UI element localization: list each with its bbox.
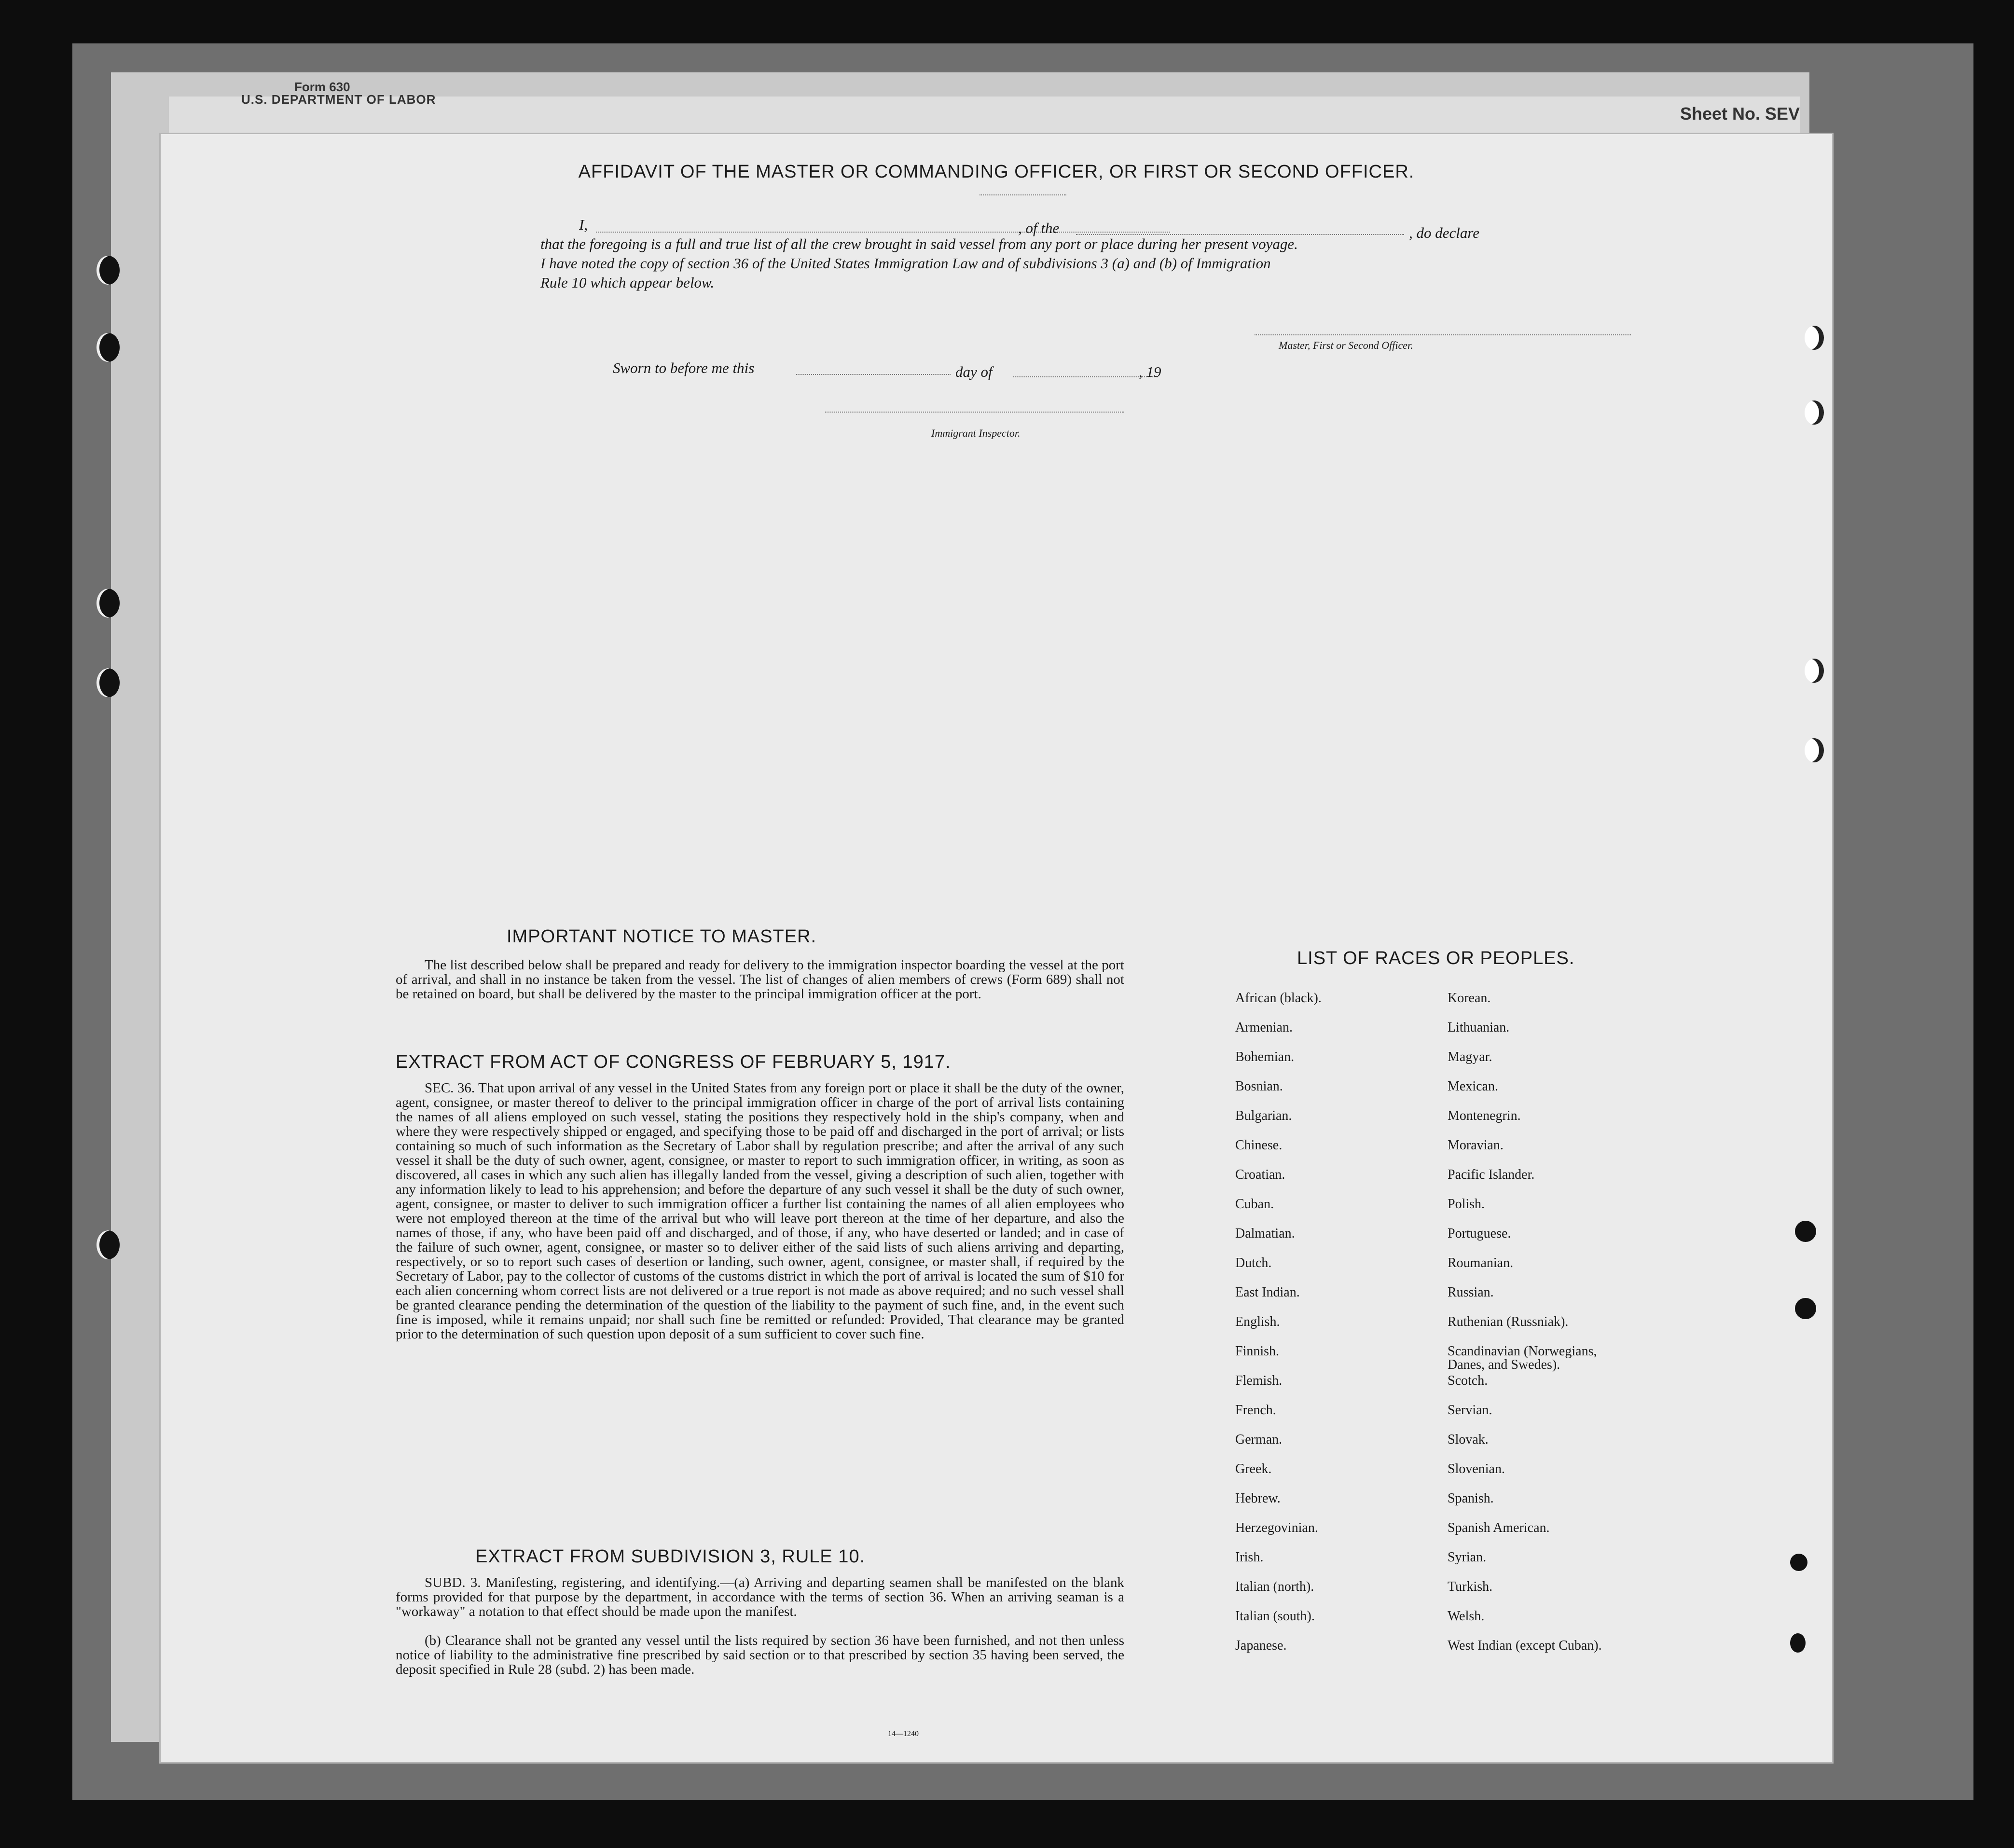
- race-item: Ruthenian (Russniak).: [1448, 1314, 1569, 1329]
- affidavit-title: AFFIDAVIT OF THE MASTER OR COMMANDING OFFICER, OR FIRST OR SECOND OFFICER.: [578, 162, 1415, 182]
- race-item: Montenegrin.: [1448, 1108, 1521, 1123]
- inspector-label: Immigrant Inspector.: [931, 427, 1021, 439]
- binder-hole-icon: [1805, 659, 1824, 683]
- notice-text: [396, 958, 1124, 1001]
- affidavit-i-label: I,: [579, 216, 588, 233]
- race-item: German.: [1235, 1432, 1283, 1447]
- punch-dot-icon: [1790, 1554, 1807, 1571]
- affidavit-of-the-label: , of the: [1018, 220, 1060, 236]
- race-item: Slovenian.: [1448, 1462, 1505, 1476]
- race-item: Cuban.: [1235, 1197, 1274, 1212]
- sworn-day-blank: [796, 374, 951, 375]
- sheet-number-label: Sheet No. SEV: [1680, 104, 1800, 124]
- race-item: African (black).: [1235, 991, 1322, 1006]
- race-item: Dutch.: [1235, 1255, 1272, 1270]
- race-item: Lithuanian.: [1448, 1020, 1510, 1035]
- races-title: LIST OF RACES OR PEOPLES.: [1297, 948, 1575, 968]
- notice-body: The list described below shall be prepared and ready for delivery to the immigration inspector boarding the vessel at the port of arrival, and shall in no instance be taken from the vessel. The list of changes of alien members of crews (Form 689) shall not be retained on board, but shall be delivered by the master to the principal immigration officer at the port.: [396, 957, 1124, 1002]
- day-of-label: day of: [955, 363, 993, 380]
- race-item: Slovak.: [1448, 1432, 1489, 1447]
- race-item: Dalmatian.: [1235, 1226, 1295, 1241]
- race-item: Italian (south).: [1235, 1609, 1315, 1624]
- race-item: Pacific Islander.: [1448, 1167, 1535, 1182]
- binder-hole-icon: [97, 668, 120, 697]
- act-extract-text: [396, 1081, 1124, 1341]
- race-item: Bulgarian.: [1235, 1108, 1292, 1123]
- punch-dot-icon: [1790, 1633, 1806, 1653]
- sworn-month-blank: [1013, 376, 1158, 377]
- master-signature-line: [1255, 334, 1631, 335]
- inspector-signature-line: [825, 412, 1124, 413]
- form-number: Form 630: [294, 80, 350, 94]
- race-item: Italian (north).: [1235, 1579, 1314, 1594]
- affidavit-line-4: Rule 10 which appear below.: [540, 274, 715, 291]
- race-item: Spanish.: [1448, 1491, 1494, 1506]
- race-item: Turkish.: [1448, 1579, 1493, 1594]
- race-item: Armenian.: [1235, 1020, 1293, 1035]
- race-item: Portuguese.: [1448, 1226, 1511, 1241]
- race-item: Servian.: [1448, 1403, 1492, 1418]
- race-item: Welsh.: [1448, 1609, 1485, 1624]
- rule-extract-para-a: [396, 1575, 1124, 1619]
- race-item: East Indian.: [1235, 1285, 1300, 1300]
- binder-hole-icon: [1805, 326, 1824, 350]
- race-item: Korean.: [1448, 991, 1491, 1006]
- rule-extract-para-b: [396, 1633, 1124, 1677]
- affidavit-line-3: I have noted the copy of section 36 of the United States Immigration Law and of subdivisions 3 (a) and (b) of Immigration: [540, 255, 1271, 272]
- race-item: Croatian.: [1235, 1167, 1285, 1182]
- race-item: Scotch.: [1448, 1373, 1488, 1388]
- binder-hole-icon: [97, 589, 120, 618]
- race-item: Finnish.: [1235, 1344, 1280, 1359]
- affidavit-line-2: that the foregoing is a full and true list of all the crew brought in said vessel from any port or place during her present voyage.: [540, 235, 1298, 252]
- title-divider: [979, 194, 1066, 195]
- race-item: Herzegovinian.: [1235, 1520, 1318, 1535]
- race-item: Syrian.: [1448, 1550, 1487, 1565]
- race-item: Irish.: [1235, 1550, 1264, 1565]
- races-list: [1235, 992, 1669, 1669]
- vessel-blank: [1076, 234, 1404, 235]
- print-code: 14—1240: [888, 1730, 919, 1738]
- race-item: Bohemian.: [1235, 1049, 1295, 1064]
- rule-extract-title: EXTRACT FROM SUBDIVISION 3, RULE 10.: [475, 1546, 866, 1567]
- act-extract-body: SEC. 36. That upon arrival of any vessel in the United States from any foreign port or place it shall be the duty of the owner, agent, consignee, or master thereof to deliver to the principal immigration officer in charge of the port of arrival lists containing the names of all aliens employed on such vessel, stating the positions they respectively hold in the ship's company, when and where they were respectively shipped or engaged, and specifying those to be paid off and discharged in the port of arrival; or lists containing so much of such information as the Secretary of Labor shall by regulation prescribe; and after the arrival of any such vessel it shall be the duty of such owner, agent, consignee, or master to report to such immigration officer, in writing, as soon as discovered, all cases in which any such alien has illegally landed from the vessel, giving a description of such alien, together with any information likely to lead to his apprehension; and before the departure of any such vessel it shall be the duty of such owner, agent, consignee, or master to deliver to such immigration officer a further list containing the names of all alien employees who were not employed thereon at the time of the arrival but who will leave port thereon at the time of her departure, and also the names of those, if any, who have been paid off and discharged, and of those, if any, who have deserted or landed; and in case of the failure of such owner, agent, consignee, or master so to deliver either of the said lists of such aliens arriving and departing, respectively, or so to report such cases of desertion or landing, such owner, agent, consignee, or master shall, if required by the Secretary of Labor, pay to the collector of customs of the customs district in which the port of arrival is located the sum of $10 for each alien concerning whom correct lists are not delivered or a true report is not made as above required; and no such vessel shall be granted clearance pending the determination of the question of the liability to the payment of such fine, and, in the event such fine is imposed, while it remains unpaid; nor shall such fine be remitted or refunded: Provided, That clearance may be granted prior to the determination of such question upon deposit of a sum sufficient to cover such fine.: [396, 1080, 1124, 1342]
- race-item: Mexican.: [1448, 1079, 1498, 1094]
- race-item: Scandinavian (Norwegians, Danes, and Swedes).: [1448, 1344, 1597, 1372]
- binder-hole-icon: [97, 333, 120, 362]
- sworn-label: Sworn to before me this: [613, 359, 755, 376]
- binder-hole-icon: [1805, 400, 1824, 425]
- binder-hole-icon: [97, 256, 120, 285]
- underlying-sheet-header: [207, 80, 1800, 138]
- race-item: Spanish American.: [1448, 1520, 1550, 1535]
- year-label: , 19: [1139, 363, 1161, 380]
- affidavit-page: [159, 133, 1834, 1764]
- punch-dot-icon: [1795, 1221, 1816, 1242]
- act-extract-title: EXTRACT FROM ACT OF CONGRESS OF FEBRUARY 5, 1917.: [396, 1052, 951, 1072]
- affidavit-do-declare-label: , do declare: [1409, 224, 1480, 241]
- race-item: Bosnian.: [1235, 1079, 1283, 1094]
- race-item: Russian.: [1448, 1285, 1494, 1300]
- race-item: Flemish.: [1235, 1373, 1283, 1388]
- notice-title: IMPORTANT NOTICE TO MASTER.: [507, 926, 817, 947]
- binder-hole-icon: [1805, 738, 1824, 762]
- rule-extract-b-body: (b) Clearance shall not be granted any vessel until the lists required by section 36 have been furnished, and not then unless notice of liability to the administrative fine prescribed by said section or to that prescribed by section 35 having been served, the deposit specified in Rule 28 (subd. 2) has been made.: [396, 1633, 1124, 1677]
- binder-hole-icon: [97, 1230, 120, 1259]
- race-item: Magyar.: [1448, 1049, 1492, 1064]
- race-item: French.: [1235, 1403, 1276, 1418]
- race-item: Greek.: [1235, 1462, 1272, 1476]
- department-label: U.S. DEPARTMENT OF LABOR: [241, 92, 436, 107]
- rule-extract-a-body: SUBD. 3. Manifesting, registering, and identifying.—(a) Arriving and departing seamen shall be manifested on the blank forms provided for that purpose by the department, in accordance with the terms of section 36. When an arriving seaman is a "workaway" a notation to that effect should be made upon the manifest.: [396, 1575, 1124, 1619]
- race-item: Moravian.: [1448, 1138, 1504, 1153]
- punch-dot-icon: [1795, 1298, 1816, 1319]
- race-item: Chinese.: [1235, 1138, 1283, 1153]
- race-item: English.: [1235, 1314, 1280, 1329]
- race-item: Japanese.: [1235, 1638, 1287, 1653]
- race-item: Roumanian.: [1448, 1255, 1514, 1270]
- race-item: Hebrew.: [1235, 1491, 1281, 1506]
- name-blank: [596, 232, 1170, 233]
- race-item: West Indian (except Cuban).: [1448, 1638, 1602, 1653]
- master-signature-label: Master, First or Second Officer.: [1279, 339, 1413, 351]
- race-item: Polish.: [1448, 1197, 1485, 1212]
